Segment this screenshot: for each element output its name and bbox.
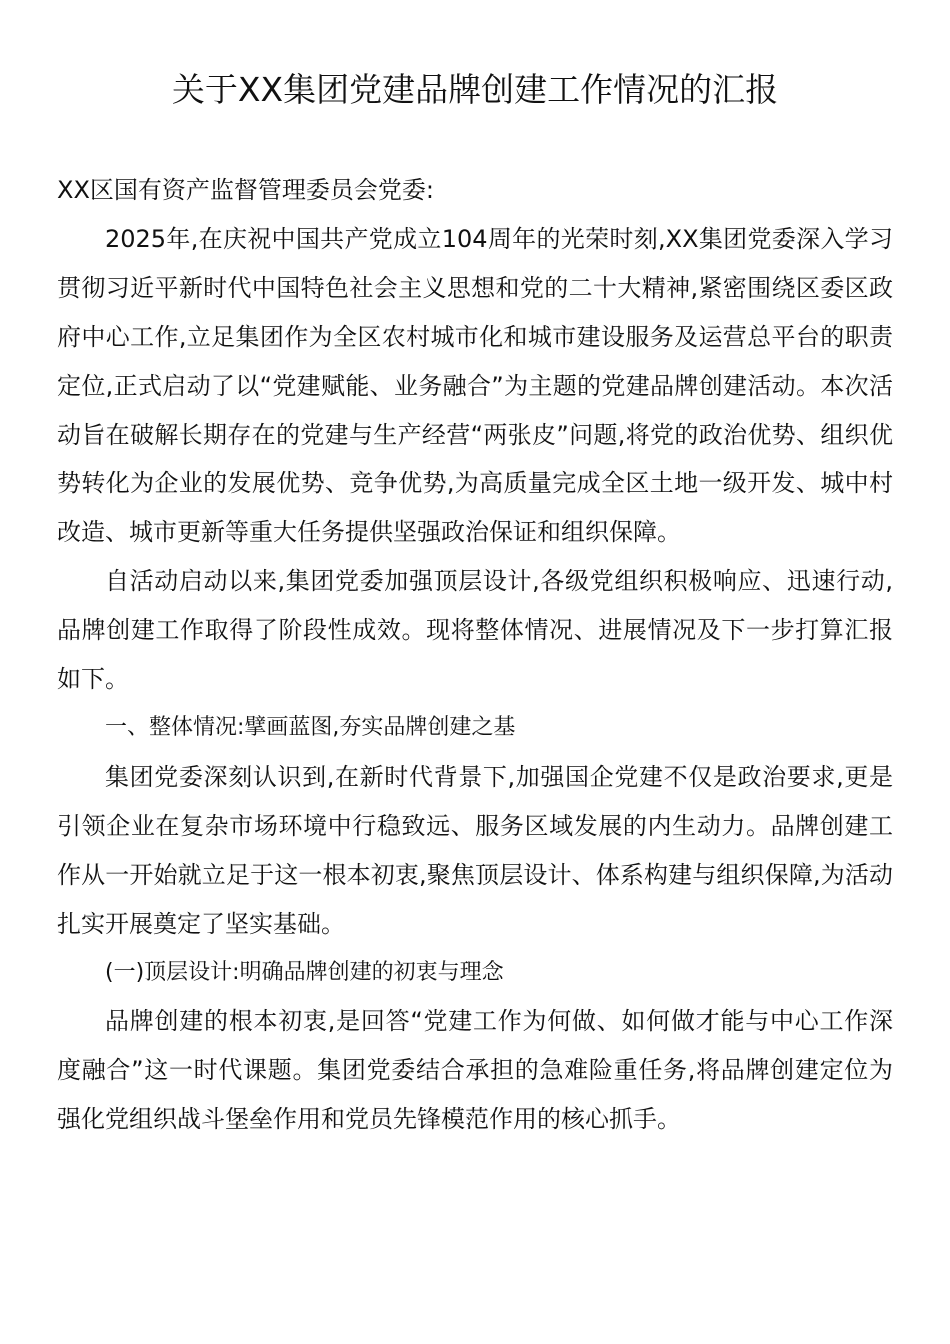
- paragraph-progress: 自活动启动以来,集团党委加强顶层设计,各级党组织积极响应、迅速行动,品牌创建工作取得了阶段性成效。现将整体情况、进展情况及下一步打算汇报如下。: [57, 567, 893, 694]
- document-body: [57, 166, 893, 1144]
- subsection-heading: (一)顶层设计:明确品牌创建的初衷与理念: [105, 959, 504, 985]
- subsection-paragraph: 品牌创建的根本初衷,是回答“党建工作为何做、如何做才能与中心工作深度融合”这一时代课题。集团党委结合承担的急难险重任务,将品牌创建定位为强化党组织战斗堡垒作用和党员先锋模范作用的核心抓手。: [57, 1007, 893, 1134]
- section-heading: 一、整体情况:擘画蓝图,夯实品牌创建之基: [105, 714, 516, 740]
- paragraph-intro: 2025年,在庆祝中国共产党成立104周年的光荣时刻,XX集团党委深入学习贯彻习近平新时代中国特色社会主义思想和党的二十大精神,紧密围绕区委区政府中心工作,立足集团作为全区农村城市化和城市建设服务及运营总平台的职责定位,正式启动了以“党建赋能、业务融合”为主题的党建品牌创建活动。本次活动旨在破解长期存在的党建与生产经营“两张皮”问题,将党的政治优势、组织优势转化为企业的发展优势、竞争优势,为高质量完成全区土地一级开发、城中村改造、城市更新等重大任务提供坚强政治保证和组织保障。: [57, 224, 893, 547]
- salutation: XX区国有资产监督管理委员会党委:: [57, 176, 434, 204]
- section-paragraph: 集团党委深刻认识到,在新时代背景下,加强国企党建不仅是政治要求,更是引领企业在复杂市场环境中行稳致远、服务区域发展的内生动力。品牌创建工作从一开始就立足于这一根本初衷,聚焦顶层设计、体系构建与组织保障,为活动扎实开展奠定了坚实基础。: [57, 762, 893, 938]
- document-title: 关于XX集团党建品牌创建工作情况的汇报: [171, 70, 779, 109]
